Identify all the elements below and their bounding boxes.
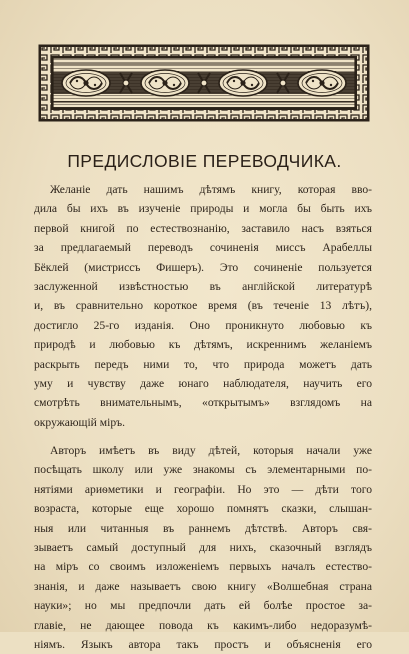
text-line: зываетъ самый доступный для нихъ, сказочный взглядъ	[34, 541, 372, 555]
text-line: природѣ и любовью къ дѣтямъ, искреннимъ желаніемъ	[34, 338, 372, 352]
body-text	[34, 180, 372, 654]
text-line: ныя или читанныя въ раннемъ дѣтствѣ. Авторъ свя-	[34, 521, 372, 535]
page-title: ПРЕДИСЛОВІЕ ПЕРЕВОДЧИКА.	[67, 151, 342, 171]
text-line: Бёклей (мистриссъ Фишеръ). Это сочиненіе пользуется	[34, 260, 372, 274]
text-line: окружающій міръ.	[34, 415, 126, 429]
text-line: главіе, не дающее повода къ какимъ-либо недоразумѣ-	[34, 618, 372, 632]
text-line: возраста, которые еще хорошо помнятъ сказки, слышан-	[34, 502, 372, 516]
text-line: за предлагаемый переводъ сочиненія миссъ Арабеллы	[34, 241, 372, 255]
ornamental-headpiece	[38, 44, 370, 122]
text-line: и, въ сравнительно короткое время (въ теченіе 13 лѣтъ),	[34, 299, 372, 313]
text-line: Желаніе дать нашимъ дѣтямъ книгу, которая вво-	[50, 183, 372, 196]
text-line: ніямъ. Языкъ автора такъ простъ и объясненія его	[34, 637, 372, 651]
text-line: Авторъ имѣетъ въ виду дѣтей, которыя начали уже	[50, 444, 372, 458]
text-line: заслуженной извѣстностью въ англійской литературѣ	[34, 279, 372, 293]
paragraph-1	[34, 180, 372, 432]
paragraph-2	[34, 441, 372, 654]
text-line: нятіями ариѳметики и географіи. Но это — дѣти того	[34, 482, 372, 496]
text-line: знанія, и даже называетъ свою книгу «Волшебная страна	[34, 579, 372, 593]
text-line: на міръ со своимъ изложеніемъ первыхъ началъ естество-	[34, 560, 372, 574]
text-line: раскрыть передъ ними то, что природа можетъ дать	[34, 357, 372, 371]
text-line: науки»; но мы предпочли дать ей болѣе простое за-	[34, 599, 372, 613]
text-line: дила бы ихъ въ изученіе природы и могла бы быть ихъ	[34, 202, 372, 216]
text-line: достигло 25-го изданія. Оно проникнуто любовью къ	[34, 318, 372, 332]
text-line: смотрѣть внимательнымъ, «открытымъ» взглядомъ на	[34, 396, 372, 410]
text-line: первой книгой по естествознанію, заставило насъ взяться	[34, 221, 372, 235]
text-line: посѣщать школу или уже знакомы съ элементарными по-	[34, 463, 372, 477]
text-line: уму и чувству даже юнаго наблюдателя, научить его	[34, 376, 372, 390]
